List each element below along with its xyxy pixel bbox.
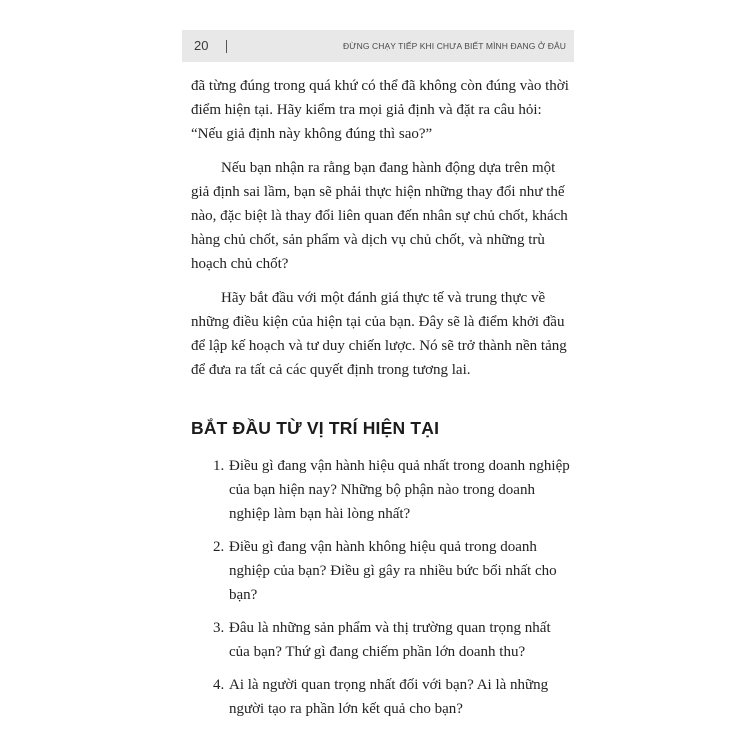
list-item-text: Điều gì đang vận hành không hiệu quả trong doanh nghiệp của bạn? Điều gì gây ra nhiều bức bối nhất cho bạn? [229, 539, 557, 603]
list-item [191, 673, 575, 721]
list-item-text: Đâu là những sản phẩm và thị trường quan trọng nhất của bạn? Thứ gì đang chiếm phần lớn doanh thu? [229, 620, 551, 660]
running-title: ĐỪNG CHẠY TIẾP KHI CHƯA BIẾT MÌNH ĐANG Ở ĐÂU [342, 41, 566, 51]
list-item-number: 2. [213, 539, 225, 555]
section-heading: BẮT ĐẦU TỪ VỊ TRÍ HIỆN TẠI [191, 418, 440, 438]
paragraph: Hãy bắt đầu với một đánh giá thực tế và trung thực về những điều kiện của hiện tại của bạn. Đây sẽ là điểm khởi đầu để lập kế hoạch và tư duy chiến lược. Nó sẽ trở thành nền tảng để đưa ra tất cả các quyết định trong tương lai. [191, 290, 567, 378]
paragraph: đã từng đúng trong quá khứ có thể đã không còn đúng vào thời điểm hiện tại. Hãy kiểm tra mọi giả định và đặt ra câu hỏi: “Nếu giả định này không đúng thì sao?” [191, 78, 569, 142]
page-body [191, 74, 575, 730]
paragraph: Nếu bạn nhận ra rằng bạn đang hành động dựa trên một giả định sai lầm, bạn sẽ phải thực hiện những thay đổi như thế nào, đặc biệt là thay đổi liên quan đến nhân sự chủ chốt, khách hàng chủ chốt, sản phẩm và dịch vụ chủ chốt, và những trù hoạch chủ chốt? [191, 160, 568, 272]
list-item-number: 3. [213, 620, 225, 636]
book-page [182, 22, 574, 728]
page-header [182, 30, 574, 62]
list-item [191, 454, 575, 526]
list-item [191, 616, 575, 664]
list-item-text: Điều gì đang vận hành hiệu quả nhất trong doanh nghiệp của bạn hiện nay? Những bộ phận nào trong doanh nghiệp làm bạn hài lòng nhất? [229, 458, 570, 522]
question-list [191, 454, 575, 721]
list-item-number: 1. [213, 458, 225, 474]
list-item [191, 535, 575, 607]
page-number: 20 [194, 38, 209, 53]
list-item-number: 4. [213, 677, 225, 693]
list-item-text: Ai là người quan trọng nhất đối với bạn? Ai là những người tạo ra phần lớn kết quả cho bạn? [229, 677, 549, 717]
header-divider [226, 40, 227, 53]
